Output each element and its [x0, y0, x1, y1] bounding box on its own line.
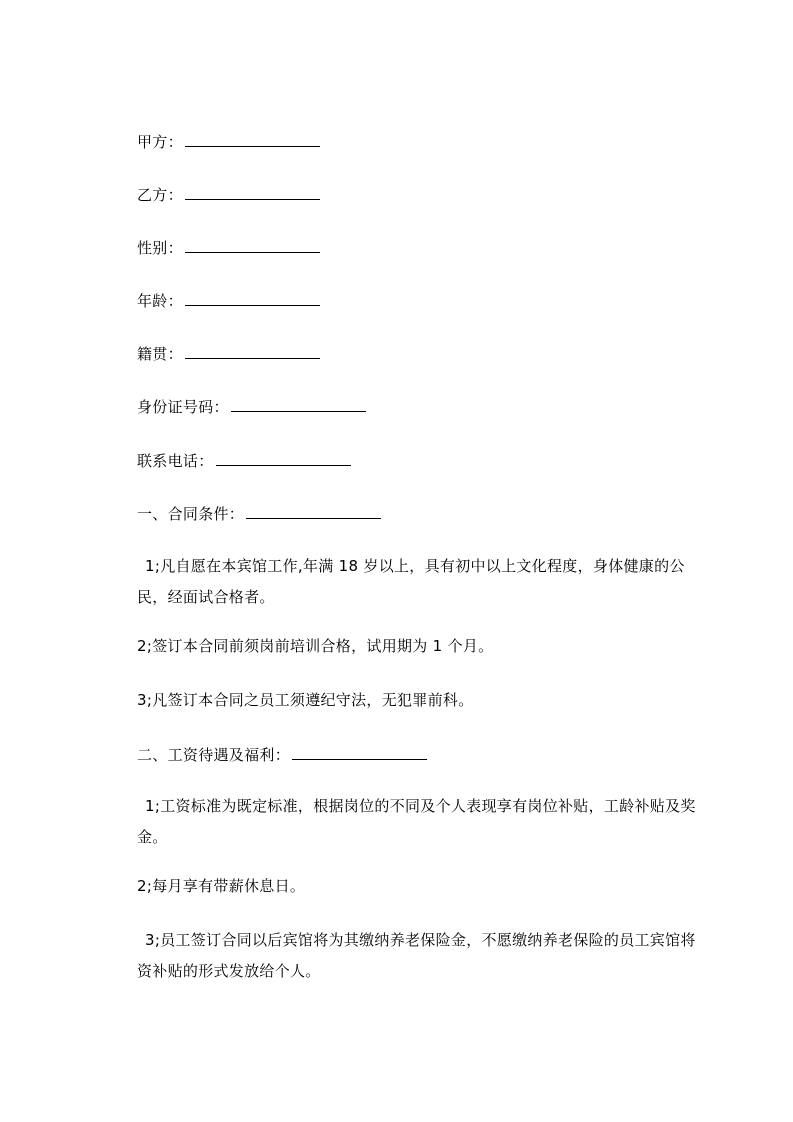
clause-2-3: [137, 925, 709, 987]
field-label: 联系电话：: [137, 452, 214, 470]
section-heading: 二、工资待遇及福利：: [137, 746, 291, 764]
blank-line: [231, 397, 366, 412]
clause-text: 3;凡签订本合同之员工须遵纪守法，无犯罪前科。: [137, 691, 474, 709]
section-heading: 一、合同条件：: [137, 505, 245, 523]
blank-line: [292, 745, 427, 760]
field-label: 身份证号码：: [137, 398, 229, 416]
blank-line: [185, 291, 320, 306]
blank-line: [216, 451, 351, 466]
field-age: [137, 291, 320, 311]
clause-text: 1;凡自愿在本宾馆工作,年满 18 岁以上，具有初中以上文化程度，身体健康的公民，经面试合格者。: [137, 557, 685, 606]
clause-1-2: [137, 631, 709, 662]
field-native-place: [137, 344, 320, 364]
field-label: 籍贯：: [137, 345, 183, 363]
blank-line: [246, 504, 381, 519]
blank-line: [185, 238, 320, 253]
field-gender: [137, 238, 320, 258]
blank-line: [185, 185, 320, 200]
clause-text: 2;每月享有带薪休息日。: [137, 877, 306, 895]
field-party-a: [137, 132, 320, 152]
section-heading-wages-benefits: [137, 745, 427, 765]
clause-1-1: [137, 551, 709, 613]
field-phone: [137, 451, 351, 471]
clause-text: 2;签订本合同前须岗前培训合格，试用期为 1 个月。: [137, 637, 494, 655]
field-label: 乙方：: [137, 186, 183, 204]
field-label: 甲方：: [137, 133, 183, 151]
field-party-b: [137, 185, 320, 205]
clause-1-3: [137, 685, 709, 716]
clause-2-2: [137, 871, 709, 902]
blank-line: [185, 344, 320, 359]
clause-text: 3;员工签订合同以后宾馆将为其缴纳养老保险金，不愿缴纳养老保险的员工宾馆将资补贴的形式发放给个人。: [137, 931, 696, 980]
blank-line: [185, 132, 320, 147]
clause-text: 1;工资标准为既定标准，根据岗位的不同及个人表现享有岗位补贴，工龄补贴及奖金。: [137, 797, 696, 846]
field-id-number: [137, 397, 366, 417]
field-label: 年龄：: [137, 292, 183, 310]
section-heading-contract-conditions: [137, 504, 381, 524]
field-label: 性别：: [137, 239, 183, 257]
clause-2-1: [137, 791, 709, 853]
